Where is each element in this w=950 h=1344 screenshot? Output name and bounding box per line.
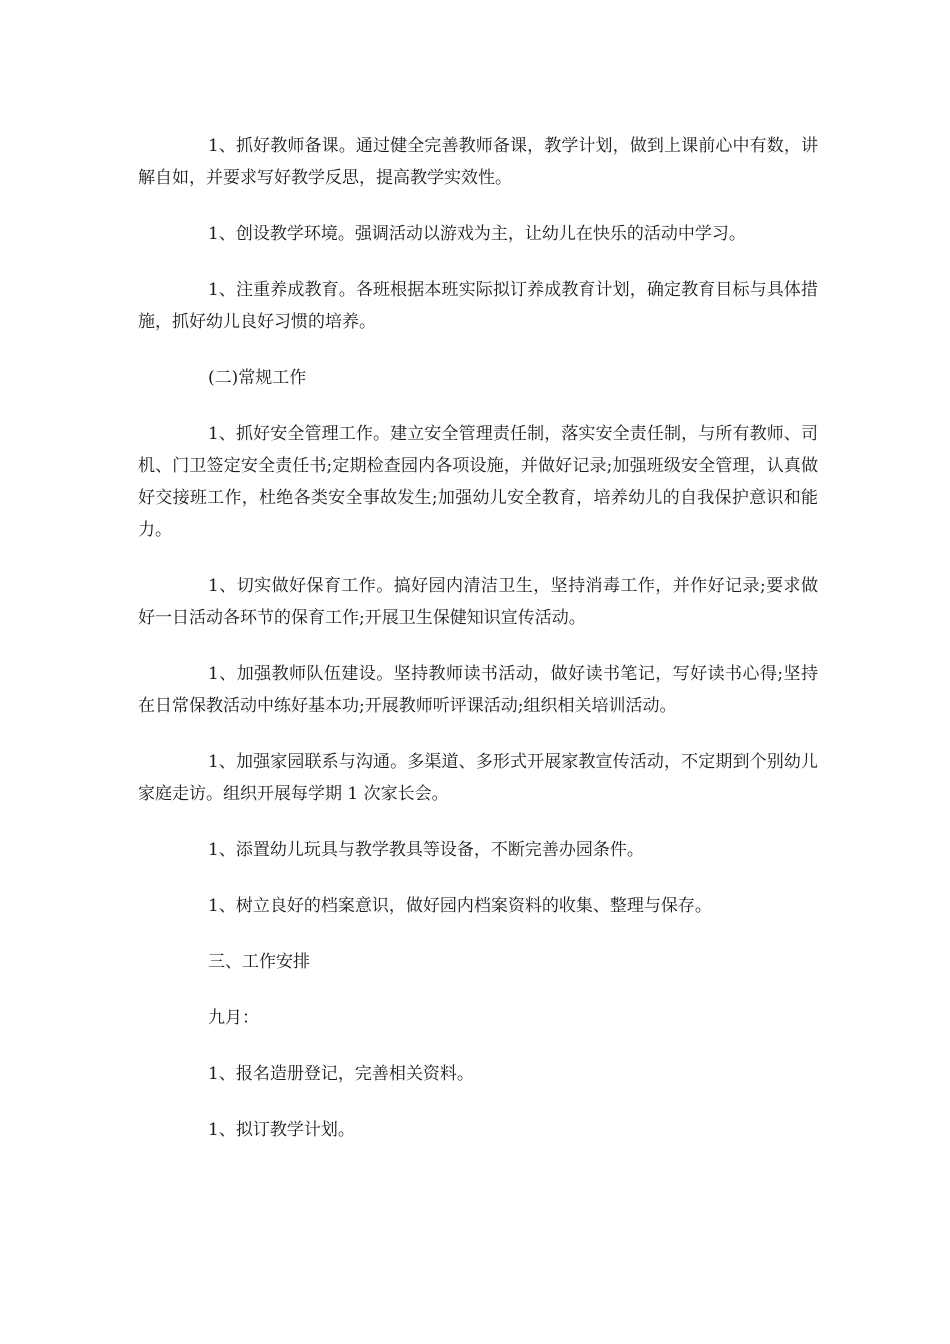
section-heading-work-schedule: 三、工作安排 — [208, 952, 310, 972]
paragraph-habit-education: 1、注重养成教育。各班根据本班实际拟订养成教育计划，确定教育目标与具体措施，抓好幼儿良好习惯的培养。 — [138, 280, 818, 332]
list-item-teaching-plan: 1、拟订教学计划。 — [208, 1120, 355, 1140]
paragraph-home-school-contact: 1、加强家园联系与沟通。多渠道、多形式开展家教宣传活动，不定期到个别幼儿家庭走访。组织开展每学期 1 次家长会。 — [138, 752, 818, 804]
month-heading-september: 九月： — [208, 1008, 259, 1028]
list-item-registration: 1、报名造册登记，完善相关资料。 — [208, 1064, 474, 1084]
paragraph-archives: 1、树立良好的档案意识，做好园内档案资料的收集、整理与保存。 — [208, 896, 712, 916]
paragraph-equipment: 1、添置幼儿玩具与教学教具等设备，不断完善办园条件。 — [208, 840, 644, 860]
paragraph-safety-management: 1、抓好安全管理工作。建立安全管理责任制，落实安全责任制，与所有教师、司机、门卫签定安全责任书;定期检查园内各项设施，并做好记录;加强班级安全管理，认真做好交接班工作，杜绝各类安全事故发生;加强幼儿安全教育，培养幼儿的自我保护意识和能力。 — [138, 424, 818, 540]
paragraph-prepare-lessons: 1、抓好教师备课。通过健全完善教师备课，教学计划，做到上课前心中有数，讲解自如，并要求写好教学反思，提高教学实效性。 — [138, 136, 818, 188]
paragraph-teaching-environment: 1、创设教学环境。强调活动以游戏为主，让幼儿在快乐的活动中学习。 — [208, 224, 746, 244]
document-body — [138, 130, 818, 1170]
paragraph-childcare-work: 1、切实做好保育工作。搞好园内清洁卫生，坚持消毒工作，并作好记录;要求做好一日活动各环节的保育工作;开展卫生保健知识宣传活动。 — [138, 576, 818, 628]
section-heading-routine-work: (二)常规工作 — [208, 368, 307, 388]
paragraph-teacher-team: 1、加强教师队伍建设。坚持教师读书活动，做好读书笔记，写好读书心得;坚持在日常保教活动中练好基本功;开展教师听评课活动;组织相关培训活动。 — [138, 664, 818, 716]
